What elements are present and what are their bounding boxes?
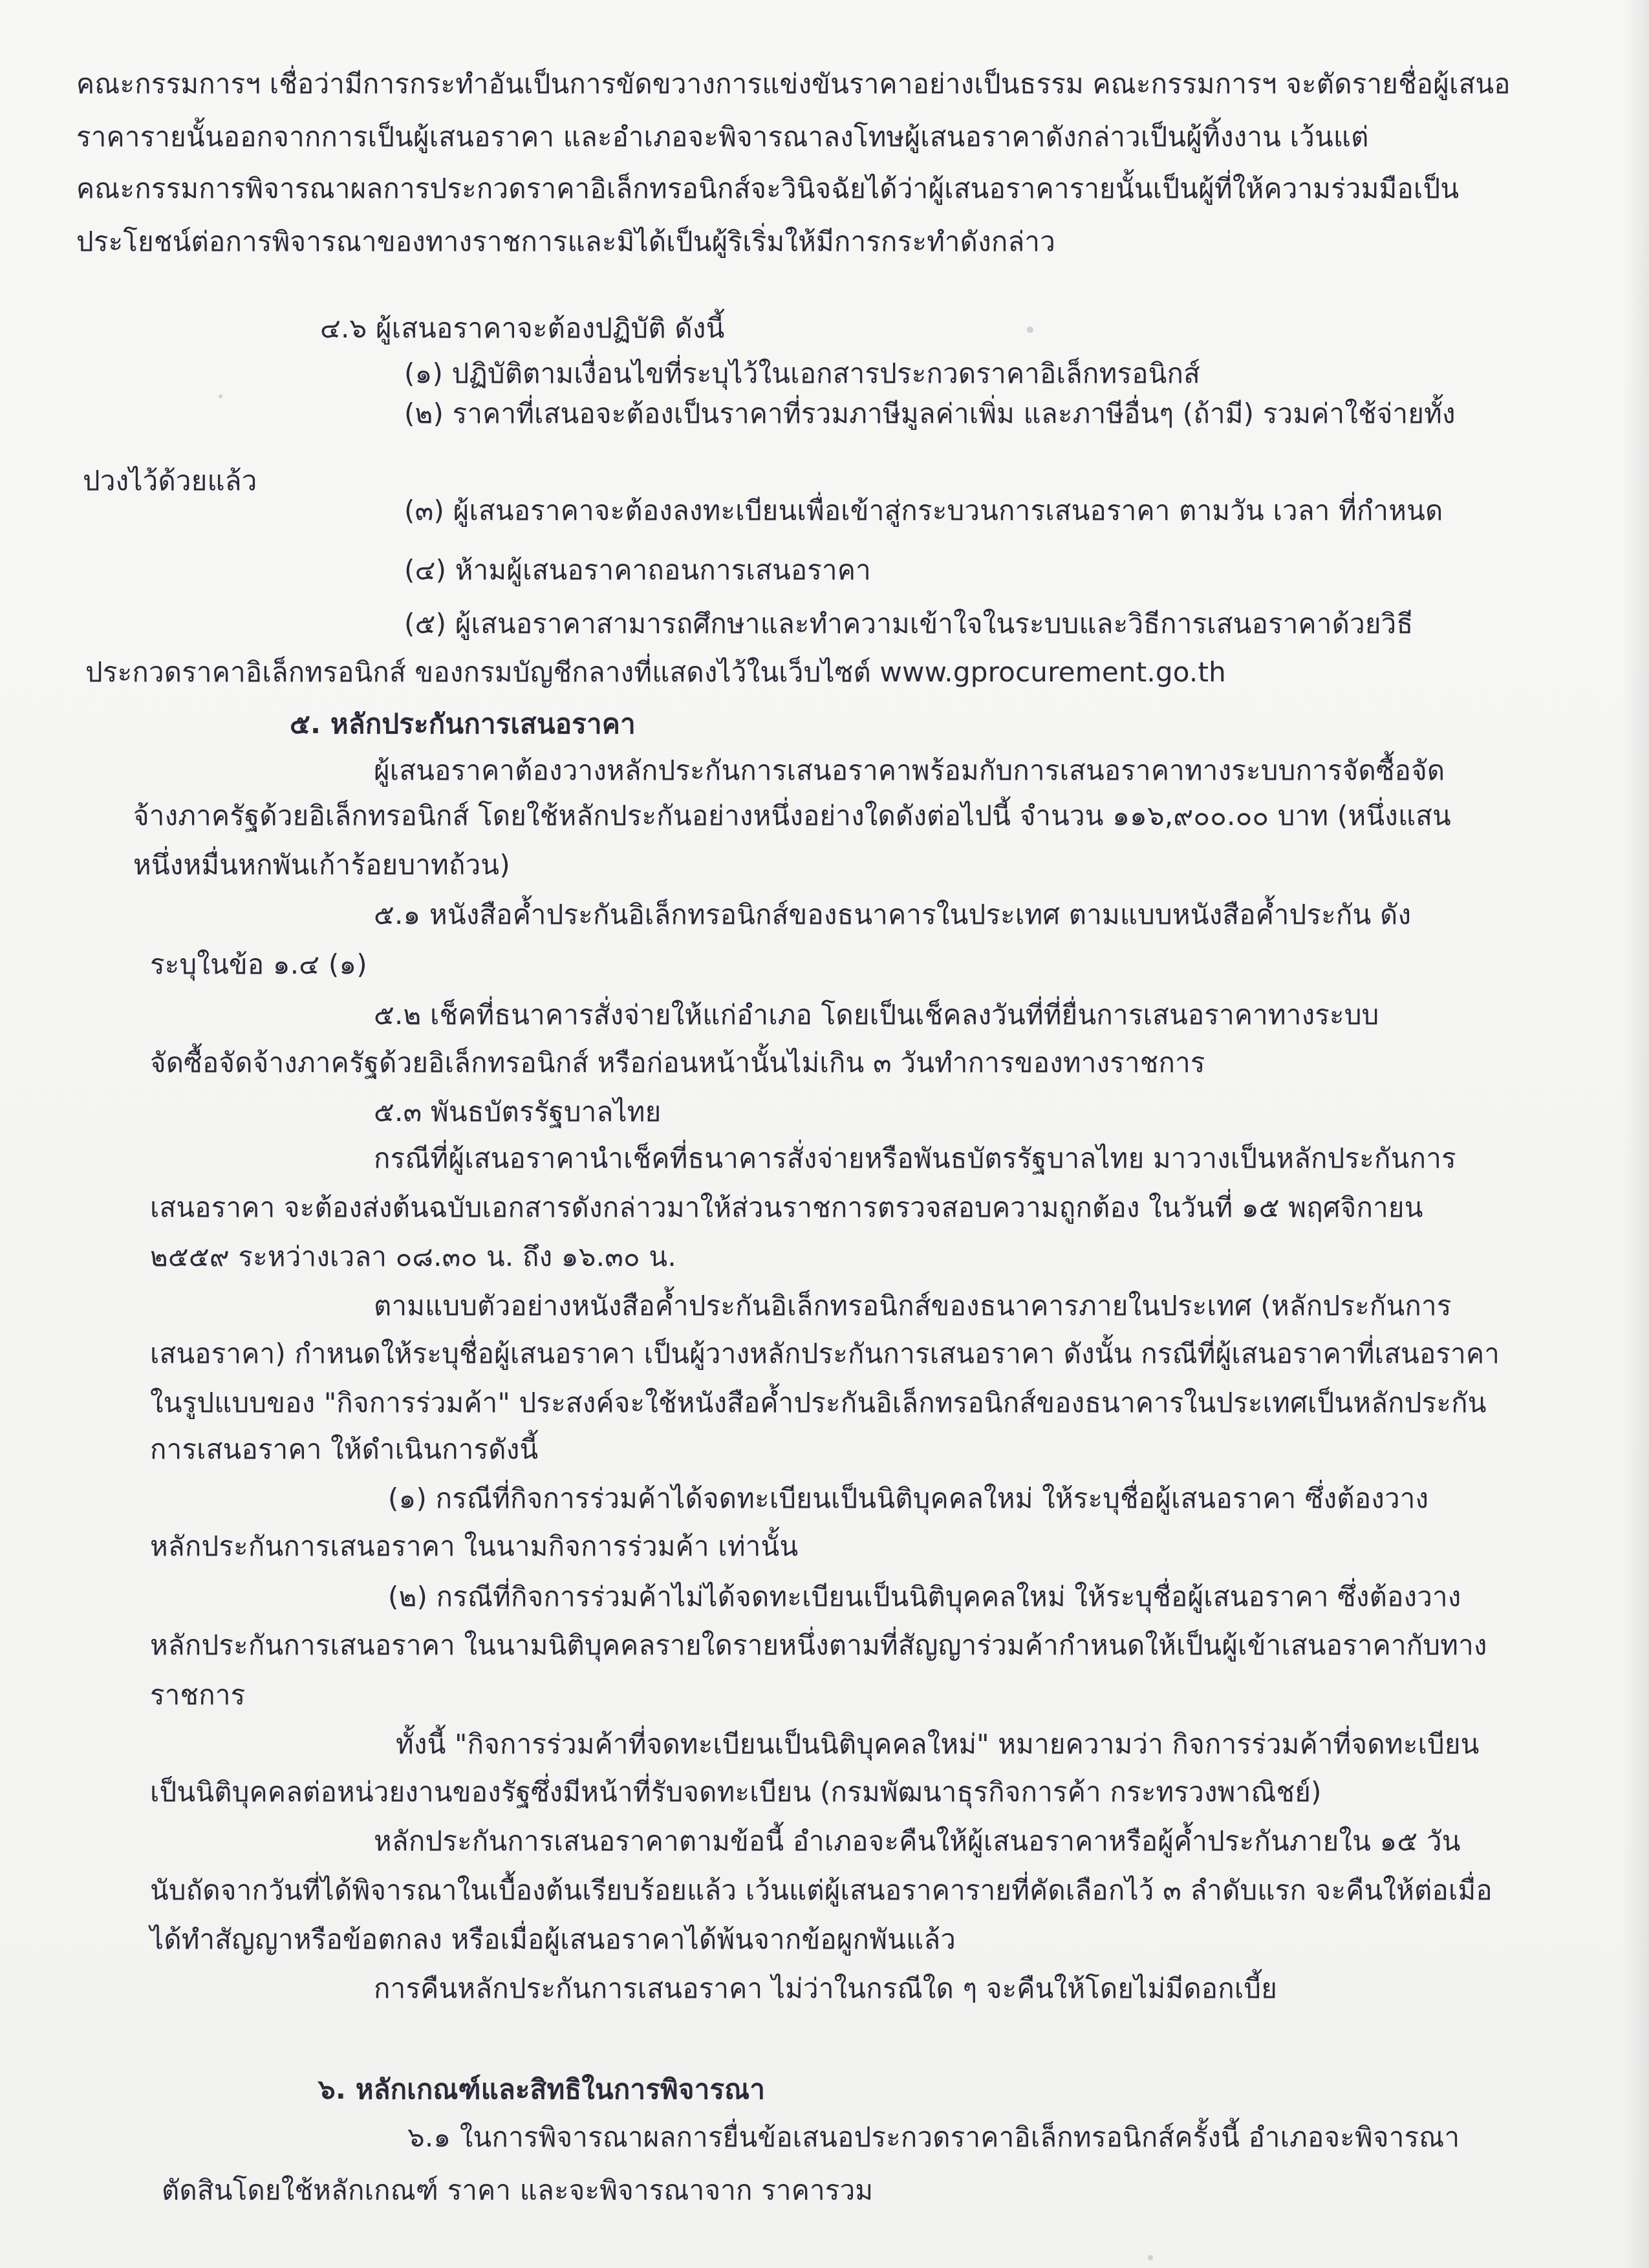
- paragraph-line: หลักประกันการเสนอราคาตามข้อนี้ อำเภอจะคืนให้ผู้เสนอราคาหรือผู้ค้ำประกันภายใน ๑๕ วัน: [374, 1825, 1461, 1857]
- paragraph-line: ราคารายนั้นออกจากการเป็นผู้เสนอราคา และอำเภอจะพิจารณาลงโทษผู้เสนอราคาดังกล่าวเป็นผู้ทิ้งงาน เว้นแต่: [76, 121, 1369, 153]
- list-item: (๓) ผู้เสนอราคาจะต้องลงทะเบียนเพื่อเข้าสู่กระบวนการเสนอราคา ตามวัน เวลา ที่กำหนด: [404, 495, 1443, 526]
- paragraph-line: เสนอราคา จะต้องส่งต้นฉบับเอกสารดังกล่าวมาให้ส่วนราชการตรวจสอบความถูกต้อง ในวันที่ ๑๕ พฤศจิกายน: [150, 1192, 1423, 1223]
- list-item: (๒) ราคาที่เสนอจะต้องเป็นราคาที่รวมภาษีมูลค่าเพิ่ม และภาษีอื่นๆ (ถ้ามี) รวมค่าใช้จ่ายทั้ง: [404, 398, 1456, 429]
- subsection-5-2: ๕.๒ เช็คที่ธนาคารสั่งจ่ายให้แก่อำเภอ โดยเป็นเช็คลงวันที่ที่ยื่นการเสนอราคาทางระบบ: [374, 999, 1379, 1031]
- list-item: (๕) ผู้เสนอราคาสามารถศึกษาและทำความเข้าใจในระบบและวิธีการเสนอราคาด้วยวิธี: [404, 608, 1414, 639]
- paragraph-line: กรณีที่ผู้เสนอราคานำเช็คที่ธนาคารสั่งจ่ายหรือพันธบัตรรัฐบาลไทย มาวางเป็นหลักประกันการ: [374, 1142, 1456, 1174]
- paragraph-line: นับถัดจากวันที่ได้พิจารณาในเบื้องต้นเรียบร้อยแล้ว เว้นแต่ผู้เสนอราคารายที่คัดเลือกไว้ ๓ ลำดับแรก จะคืนให้ต่อเมื่อ: [150, 1874, 1493, 1906]
- paragraph-line: ๒๕๕๙ ระหว่างเวลา ๐๘.๓๐ น. ถึง ๑๖.๓๐ น.: [150, 1241, 676, 1272]
- paragraph-line: การเสนอราคา ให้ดำเนินการดังนี้: [150, 1433, 539, 1465]
- paragraph-line: เป็นนิติบุคคลต่อหน่วยงานของรัฐซึ่งมีหน้าที่รับจดทะเบียน (กรมพัฒนาธุรกิจการค้า กระทรวงพาณิชย์): [150, 1776, 1322, 1808]
- paragraph-line: คณะกรรมการฯ เชื่อว่ามีการกระทำอันเป็นการขัดขวางการแข่งขันราคาอย่างเป็นธรรม คณะกรรมการฯ จะตัดรายชื่อผู้เสนอ: [76, 68, 1511, 100]
- list-item: (๑) กรณีที่กิจการร่วมค้าได้จดทะเบียนเป็นนิติบุคคลใหม่ ให้ระบุชื่อผู้เสนอราคา ซึ่งต้องวาง: [388, 1482, 1429, 1514]
- subsection-5-1: ๕.๑ หนังสือค้ำประกันอิเล็กทรอนิกส์ของธนาคารในประเทศ ตามแบบหนังสือค้ำประกัน ดัง: [374, 899, 1412, 930]
- section-4-6-heading: ๔.๖ ผู้เสนอราคาจะต้องปฏิบัติ ดังนี้: [320, 312, 725, 344]
- paragraph-line: ในรูปแบบของ "กิจการร่วมค้า" ประสงค์จะใช้หนังสือค้ำประกันอิเล็กทรอนิกส์ของธนาคารในประเทศเป็นหลักประกัน: [150, 1387, 1487, 1418]
- paragraph-line: ประโยชน์ต่อการพิจารณาของทางราชการและมิได้เป็นผู้ริเริ่มให้มีการกระทำดังกล่าว: [76, 226, 1055, 257]
- scan-edge-shadow: [1623, 0, 1649, 2268]
- list-item: (๑) ปฏิบัติตามเงื่อนไขที่ระบุไว้ในเอกสารประกวดราคาอิเล็กทรอนิกส์: [404, 358, 1201, 389]
- scan-speck: [1148, 2255, 1153, 2260]
- scan-speck: [219, 394, 222, 398]
- paragraph-line: จัดซื้อจัดจ้างภาครัฐด้วยอิเล็กทรอนิกส์ หรือก่อนหน้านั้นไม่เกิน ๓ วันทำการของทางราชการ: [150, 1047, 1205, 1078]
- paragraph-line: ตามแบบตัวอย่างหนังสือค้ำประกันอิเล็กทรอนิกส์ของธนาคารภายในประเทศ (หลักประกันการ: [374, 1290, 1452, 1321]
- paragraph-line: คณะกรรมการพิจารณาผลการประกวดราคาอิเล็กทรอนิกส์จะวินิจฉัยได้ว่าผู้เสนอราคารายนั้นเป็นผู้ที่ให้ความร่วมมือเป็น: [76, 173, 1460, 204]
- paragraph-line: หนึ่งหมื่นหกพันเก้าร้อยบาทถ้วน): [133, 849, 510, 881]
- list-item: (๒) กรณีที่กิจการร่วมค้าไม่ได้จดทะเบียนเป็นนิติบุคคลใหม่ ให้ระบุชื่อผู้เสนอราคา ซึ่งต้องวาง: [388, 1581, 1461, 1612]
- paragraph-line: ราชการ: [150, 1679, 246, 1711]
- paragraph-line: ได้ทำสัญญาหรือข้อตกลง หรือเมื่อผู้เสนอราคาได้พ้นจากข้อผูกพันแล้ว: [150, 1923, 956, 1955]
- paragraph-line: การคืนหลักประกันการเสนอราคา ไม่ว่าในกรณีใด ๆ จะคืนให้โดยไม่มีดอกเบี้ย: [374, 1973, 1278, 2004]
- paragraph-line: หลักประกันการเสนอราคา ในนามกิจการร่วมค้า เท่านั้น: [150, 1530, 799, 1562]
- paragraph-line: หลักประกันการเสนอราคา ในนามนิติบุคคลรายใดรายหนึ่งตามที่สัญญาร่วมค้ากำหนดให้เป็นผู้เข้าเสนอราคากับทาง: [150, 1629, 1487, 1661]
- paragraph-line: เสนอราคา) กำหนดให้ระบุชื่อผู้เสนอราคา เป็นผู้วางหลักประกันการเสนอราคา ดังนั้น กรณีที่ผู้เสนอราคาที่เสนอราคา: [150, 1338, 1500, 1369]
- list-item-continuation: ปวงไว้ด้วยแล้ว: [83, 465, 257, 497]
- scan-speck: [1027, 326, 1033, 333]
- paragraph-line: จ้างภาครัฐด้วยอิเล็กทรอนิกส์ โดยใช้หลักประกันอย่างหนึ่งอย่างใดดังต่อไปนี้ จำนวน ๑๑๖,๙๐๐.๐๐ บาท (หนึ่งแสน: [133, 800, 1451, 831]
- list-item: (๔) ห้ามผู้เสนอราคาถอนการเสนอราคา: [404, 554, 871, 586]
- subsection-6-1: ๖.๑ ในการพิจารณาผลการยื่นข้อเสนอประกวดราคาอิเล็กทรอนิกส์ครั้งนี้ อำเภอจะพิจารณา: [407, 2121, 1460, 2153]
- list-item-continuation: ประกวดราคาอิเล็กทรอนิกส์ ของกรมบัญชีกลางที่แสดงไว้ในเว็บไซต์ www.gprocurement.go.th: [85, 656, 1226, 688]
- subsection-5-3: ๕.๓ พันธบัตรรัฐบาลไทย: [374, 1096, 662, 1128]
- paragraph-line: ผู้เสนอราคาต้องวางหลักประกันการเสนอราคาพร้อมกับการเสนอราคาทางระบบการจัดซื้อจัด: [374, 754, 1445, 786]
- section-6-heading: ๖. หลักเกณฑ์และสิทธิในการพิจารณา: [318, 2073, 766, 2105]
- paragraph-line: ตัดสินโดยใช้หลักเกณฑ์ ราคา และจะพิจารณาจาก ราคารวม: [162, 2174, 874, 2206]
- section-5-heading: ๕. หลักประกันการเสนอราคา: [290, 708, 636, 740]
- paragraph-line: ทั้งนี้ "กิจการร่วมค้าที่จดทะเบียนเป็นนิติบุคคลใหม่" หมายความว่า กิจการร่วมค้าที่จดทะเบียน: [396, 1728, 1480, 1760]
- paragraph-line: ระบุในข้อ ๑.๔ (๑): [150, 948, 367, 980]
